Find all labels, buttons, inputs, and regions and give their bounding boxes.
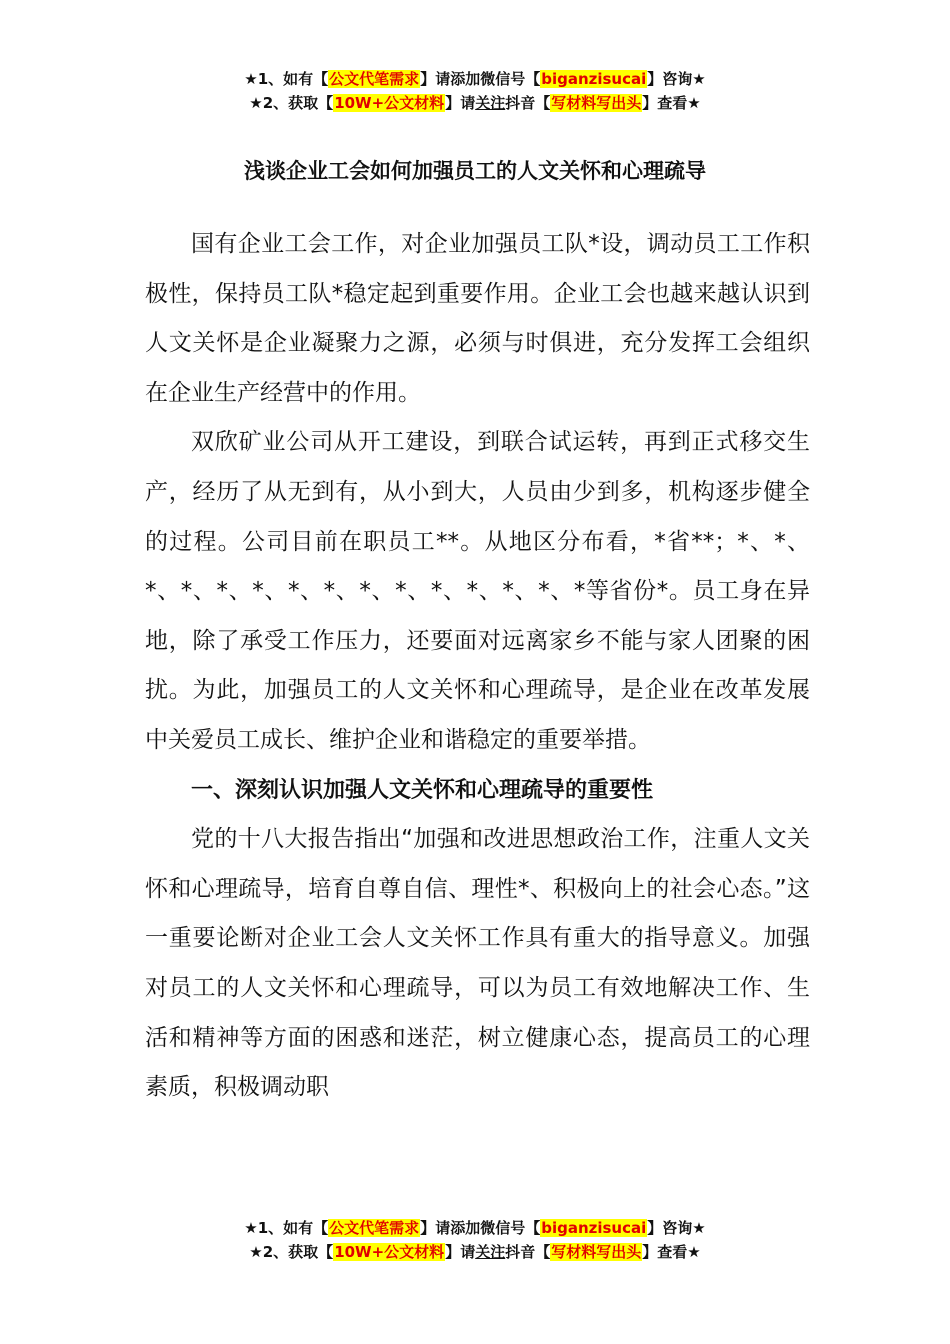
wechat-id-highlight: biganzisucai <box>541 70 647 88</box>
underlined-text: 关注 <box>475 94 506 112</box>
paragraph-1: 国有企业工会工作，对企业加强员工队*设，调动员工工作积极性，保持员工队*稳定起到重要作用。企业工会也越来越认识到人文关怀是企业凝聚力之源，必须与时俱进，充分发挥工会组织在企业生产经营中的作用。 <box>145 231 810 406</box>
banner-line-1: ★1、如有【公文代笔需求】请添加微信号【biganzisucai】咨询★ <box>244 1219 706 1237</box>
header-banner <box>0 67 950 115</box>
highlight-text: 10W+公文材料 <box>334 94 445 112</box>
underlined-text: 关注 <box>475 1243 506 1261</box>
highlight-text: 10W+公文材料 <box>334 1243 445 1261</box>
document-title: 浅谈企业工会如何加强员工的人文关怀和心理疏导 <box>244 159 706 183</box>
douyin-id-highlight: 写材料写出头 <box>551 1243 642 1261</box>
banner-line-1: ★1、如有【公文代笔需求】请添加微信号【biganzisucai】咨询★ <box>244 70 706 88</box>
paragraph-3: 党的十八大报告指出“加强和改进思想政治工作，注重人文关怀和心理疏导，培育自尊自信、理性*、积极向上的社会心态。”这一重要论断对企业工会人文关怀工作具有重大的指导意义。加强对员工的人文关怀和心理疏导，可以为员工有效地解决工作、生活和精神等方面的困惑和迷茫，树立健康心态，提高员工的心理素质，积极调动职 <box>145 826 810 1101</box>
highlight-text: 公文代笔需求 <box>329 70 420 88</box>
douyin-id-highlight: 写材料写出头 <box>551 94 642 112</box>
banner-line-2: ★2、获取【10W+公文材料】请关注抖音【写材料写出头】查看★ <box>249 1243 701 1261</box>
banner-line-2: ★2、获取【10W+公文材料】请关注抖音【写材料写出头】查看★ <box>249 94 701 112</box>
highlight-text: 公文代笔需求 <box>329 1219 420 1237</box>
paragraph-2: 双欣矿业公司从开工建设，到联合试运转，再到正式移交生产，经历了从无到有，从小到大，人员由少到多，机构逐步健全的过程。公司目前在职员工**。从地区分布看，*省**；*、*、*、*、*、*、*、*、*、*、*、*、*、*、*等省份*。员工身在异地，除了承受工作压力，还要面对远离家乡不能与家人团聚的困扰。为此，加强员工的人文关怀和心理疏导，是企业在改革发展中关爱员工成长、维护企业和谐稳定的重要举措。 <box>145 429 810 753</box>
document-body <box>145 220 810 1113</box>
footer-banner <box>0 1216 950 1264</box>
wechat-id-highlight: biganzisucai <box>541 1219 647 1237</box>
section-heading-1: 一、深刻认识加强人文关怀和心理疏导的重要性 <box>191 777 654 803</box>
